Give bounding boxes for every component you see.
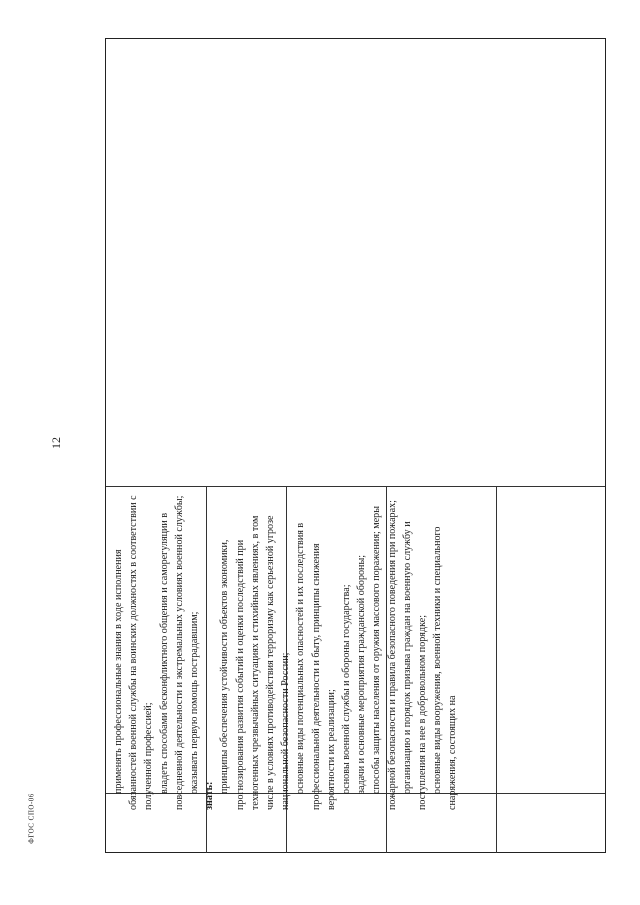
table-row-divider bbox=[106, 486, 605, 487]
skill-paragraph: оказывать первую помощь пострадавшим; bbox=[189, 611, 201, 794]
footer-code: ФГОС СПО-06 bbox=[27, 793, 36, 844]
knowledge-item: основы военной службы и обороны государства; bbox=[341, 584, 353, 794]
knowledge-item: принципы обеспечения устойчивости объектов экономики, прогнозирования развития событий и оценки последствий при техногенных чрезвычайных ситуациях и стихийных явлениях, в том числе в условиях противодействия терроризму как серьезной угрозе национальной безопасности России; bbox=[219, 515, 292, 810]
skill-paragraph: владеть способами бесконфликтного общения и саморегуляции в повседневной деятельности и экстремальных условиях военной службы; bbox=[158, 495, 185, 810]
knowledge-item: задачи и основные мероприятия гражданской обороны; bbox=[356, 554, 368, 794]
knowledge-item: способы защиты населения от оружия массового поражения; меры пожарной безопасности и правила безопасного поведения при пожарах; bbox=[371, 500, 398, 810]
page-number: 12 bbox=[49, 437, 63, 449]
knowledge-item: основные виды потенциальных опасностей и их последствия в профессиональной деятельности и быту, принципы снижения вероятности их реализации; bbox=[295, 522, 337, 810]
knowledge-item: организацию и порядок призыва граждан на военную службу и поступления на нее в добровольном порядке; bbox=[401, 521, 429, 810]
know-heading: знать: bbox=[204, 781, 216, 810]
skill-paragraph: применять профессиональные знания в ходе исполнения обязанностей военной службы на воинских должностях в соответствии с полученной профессией; bbox=[113, 495, 155, 810]
knowledge-item: основные виды вооружения, военной техники и специального снаряжения, состоящих на bbox=[432, 526, 459, 810]
requirements-cell-text bbox=[111, 488, 605, 814]
